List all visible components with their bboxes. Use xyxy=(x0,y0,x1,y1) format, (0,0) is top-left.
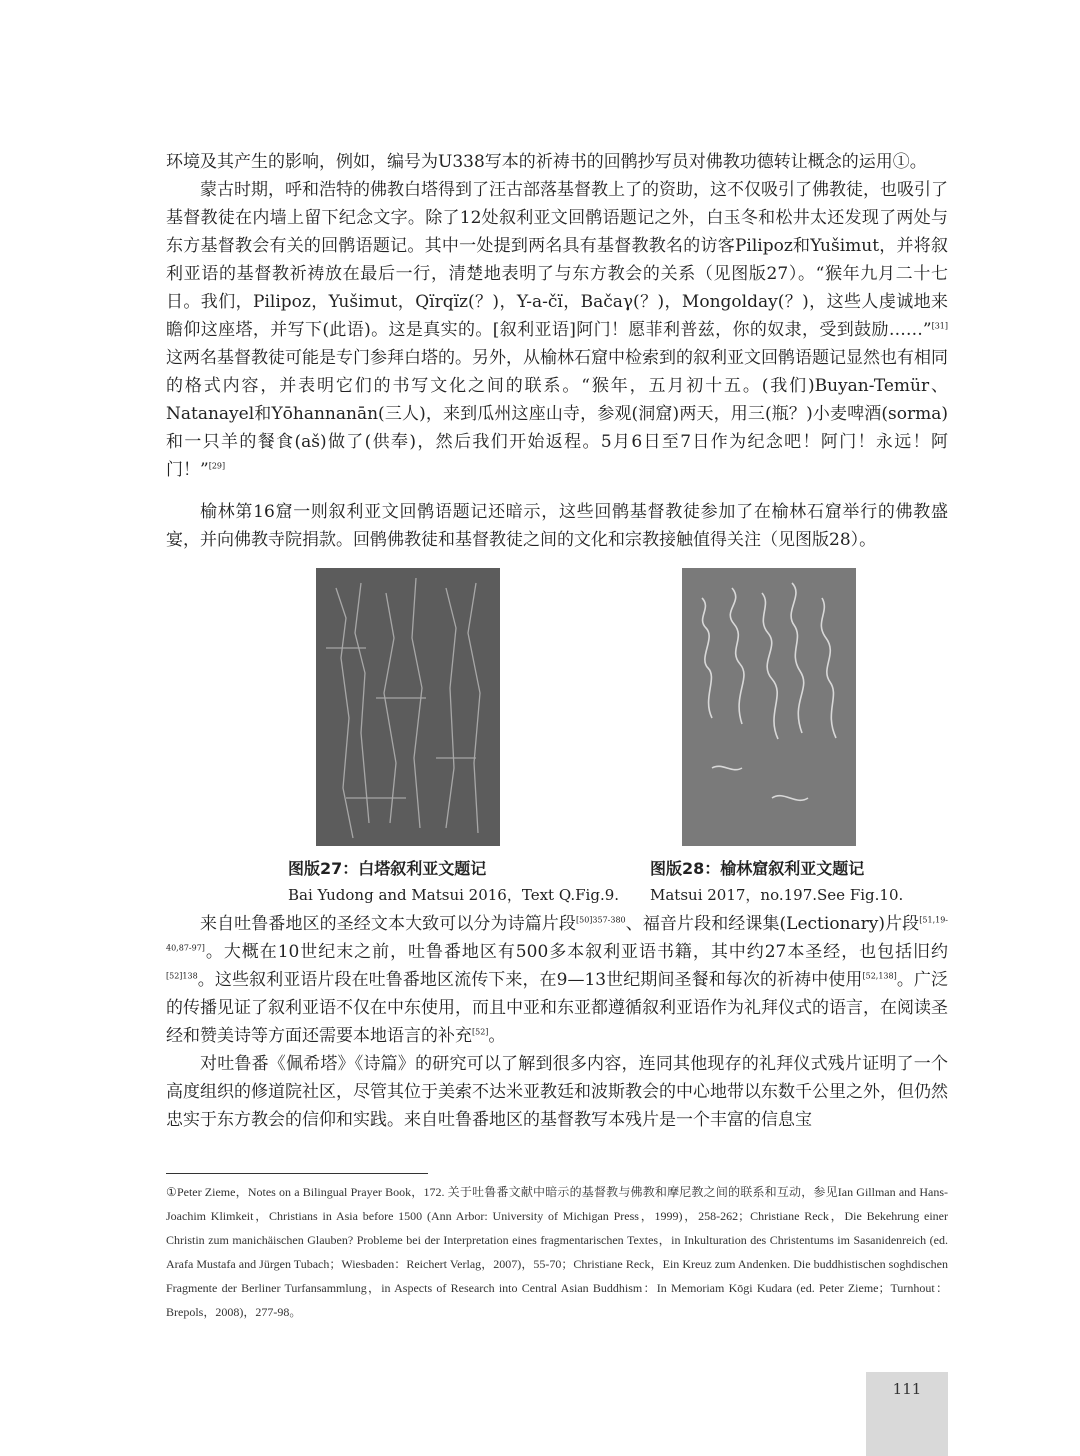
citation: [50]357-380 xyxy=(575,915,626,925)
main-text-top xyxy=(166,148,948,484)
figure-27-caption-source: Bai Yudong and Matsui 2016，Text Q.Fig.9. xyxy=(288,886,620,904)
paragraph: 环境及其产生的影响，例如，编号为U338写本的祈祷书的回鹘抄写员对佛教功德转让概念的运用①。 xyxy=(166,152,927,172)
figure-28-caption-source: Matsui 2017，no.197.See Fig.10. xyxy=(650,886,904,904)
citation: [29] xyxy=(208,461,226,471)
citation: [52]138 xyxy=(166,971,198,981)
citation: [51,19-40,87-97] xyxy=(166,915,949,953)
citation: [52] xyxy=(472,1027,489,1037)
page-number: 111 xyxy=(892,1380,922,1398)
footnote-rule xyxy=(166,1173,428,1174)
citation: [52,138] xyxy=(862,971,897,981)
main-text-mid xyxy=(166,498,948,554)
paragraph: 来自吐鲁番地区的圣经文本大致可以分为诗篇片段$^{[50]357-380}$、福音片段和经课集(Lectionary)片段[51,19-40,87-97]。大概在10世纪末之前，吐鲁番地区有500多本叙利亚语书籍，其中约27本圣经，也包括旧约$^{[52]138}$。这些叙利亚语片段在吐鲁番地区流传下来，在9—13世纪期间圣餐和每次的祈祷中使用[52,138]。广泛的传播见证了叙利亚语不仅在中东使用，而且中亚和东亚都遵循叙利亚语作为礼拜仪式的语言，在阅读圣经和赞美诗等方面还需要本地语言的补充[52]。 xyxy=(166,914,949,1046)
figure-28-caption-title: 图版28：榆林窟叙利亚文题记 xyxy=(650,859,865,878)
figure-27-image xyxy=(316,568,500,846)
paragraph: 蒙古时期，呼和浩特的佛教白塔得到了汪古部落基督教上了的资助，这不仅吸引了佛教徒，也吸引了基督教徒在内墙上留下纪念文字。除了12处叙利亚文回鹘语题记之外，白玉冬和松井太还发现了两处与东方基督教会有关的回鹘语题记。其中一处提到两名具有基督教教名的访客Pilipoz和Yušimut，并将叙利亚语的基督教祈祷放在最后一行，清楚地表明了与东方教会的关系（见图版27）。“猴年九月二十七日。我们，Pilipoz，Yušimut，Qïrqïz(？)，Y-a-čï，Bačaγ(？)，Mongolday(？)，这些人虔诚地来瞻仰这座塔，并写下(此语)。这是真实的。[叙利亚语]阿门！愿菲利普兹，你的奴隶，受到鼓励……”[31]这两名基督教徒可能是专门参拜白塔的。另外，从榆林石窟中检索到的叙利亚文回鹘语题记显然也有相同的格式内容，并表明它们的书写文化之间的联系。“猴年，五月初十五。(我们)Buyan-Temür、Natanayel和Yōhannanān(三人)，来到瓜州这座山寺，参观(洞窟)两天，用三(瓶？)小麦啤酒(sorma)和一只羊的餐食(aš)做了(供奉)，然后我们开始返程。5月6日至7日作为纪念吧！阿门！永远！阿门！”[29] xyxy=(166,180,948,480)
paragraph: 对吐鲁番《佩希塔》《诗篇》的研究可以了解到很多内容，连同其他现存的礼拜仪式残片证明了一个高度组织的修道院社区，尽管其位于美索不达米亚教廷和波斯教会的中心地带以东数千公里之外，但仍然忠实于东方教会的信仰和实践。来自吐鲁番地区的基督教写本残片是一个丰富的信息宝 xyxy=(166,1054,948,1130)
citation: [31] xyxy=(931,321,948,331)
figure-28-image xyxy=(682,568,856,846)
page-number-box xyxy=(866,1372,948,1456)
main-text-low xyxy=(166,910,948,1134)
figure-27-caption-title: 图版27：白塔叙利亚文题记 xyxy=(288,859,487,878)
paragraph: 榆林第16窟一则叙利亚文回鹘语题记还暗示，这些回鹘基督教徒参加了在榆林石窟举行的佛教盛宴，并向佛教寺院捐款。回鹘佛教徒和基督教徒之间的文化和宗教接触值得关注（见图版28）。 xyxy=(166,502,948,550)
footnote: ①Peter Zieme，Notes on a Bilingual Prayer Book，172. 关于吐鲁番文献中暗示的基督教与佛教和摩尼教之间的联系和互动，参见Ian Gillman and Hans-Joachim Klimkeit，Christians in Asia before 1500 (Ann Arbor: University of Michigan Press，1999)，258-262；Christiane Reck，Die Bekehrung einer Christin zum manichäischen Glauben? Probleme bei der Interpretation eines fragmentarischen Textes，in Inkulturation des Christentums im Sasanidenreich (ed. Arafa Mustafa and Jürgen Tubach；Wiesbaden：Reichert Verlag，2007)，55-70；Christiane Reck，Ein Kreuz zum Andenken. Die buddhistischen soghdischen Fragmente der Berliner Turfansammlung，in Aspects of Research into Central Asian Buddhism：In Memoriam Kōgi Kudara (ed. Peter Zieme；Turnhout：Brepols，2008)，277-98。 xyxy=(166,1185,948,1319)
